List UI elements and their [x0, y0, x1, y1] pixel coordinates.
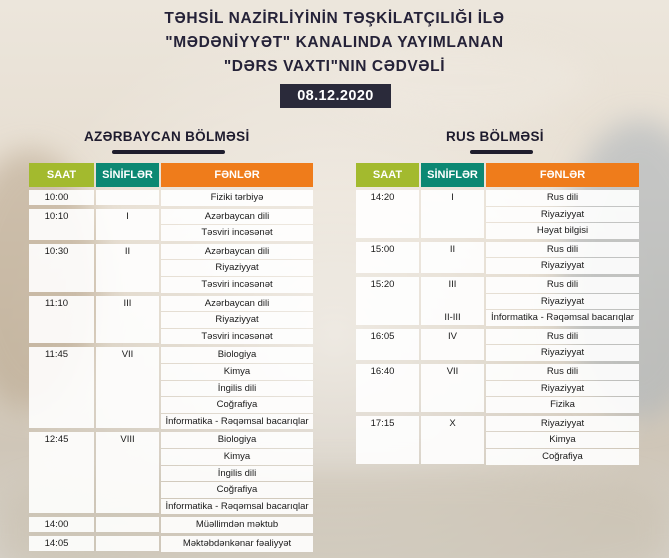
table-cell [96, 536, 159, 551]
subject-label: İnformatika - Rəqəmsal bacarıqlar [165, 500, 309, 512]
time-cell: 17:15 [370, 417, 395, 429]
time-cell: 11:10 [44, 297, 69, 309]
grade-cell: II [449, 243, 456, 255]
table-cell [96, 190, 159, 205]
title-line-1: TƏHSİL NAZİRLİYİNİN TƏŞKİLATÇILIĞI İLƏ [164, 10, 505, 27]
subject-label: Coğrafiya [216, 484, 258, 496]
time-cell: 11:45 [44, 349, 69, 361]
subject-label: Riyaziyyat [540, 260, 585, 272]
subject-label: Rus dili [546, 366, 579, 377]
subject-label: Rus dili [546, 330, 579, 342]
time-cell: 15:20 [370, 279, 395, 290]
grade-cell: IV [448, 330, 457, 342]
header-grades: SİNİFLƏR [421, 163, 484, 187]
grade-cell: I [126, 210, 129, 222]
time-cell: 10:30 [44, 245, 69, 257]
subject-label: Biologiya [217, 349, 257, 361]
subject-label: Riyaziyyat [215, 314, 259, 326]
az-section-underline [112, 150, 225, 154]
grade-cell: VIII [120, 434, 135, 446]
subject-label: Fiziki tərbiyə [210, 192, 264, 203]
time-cell: 15:00 [370, 243, 395, 255]
subject-label: İngilis dili [217, 467, 257, 479]
subject-label: Təsviri incəsənət [201, 330, 273, 342]
subject-label: İngilis dili [217, 382, 257, 394]
grade-cell: III [448, 279, 457, 290]
grade-cell: VII [446, 366, 459, 377]
time-cell: 10:10 [44, 210, 69, 222]
grade-cell: III [123, 297, 132, 309]
subject-label: Kimya [223, 451, 251, 462]
grade-cell: I [451, 192, 454, 203]
subject-label: Həyat bilgisi [536, 225, 589, 237]
subject-label: Təsviri incəsənət [201, 279, 273, 290]
grade-cell: II [124, 245, 131, 257]
subject-label: Riyaziyyat [540, 295, 585, 307]
subject-label: Riyaziyyat [215, 262, 259, 274]
subject-label: Kimya [223, 366, 251, 377]
subject-label: Riyaziyyat [540, 382, 585, 394]
header-subjects: FƏNLƏR [161, 163, 313, 187]
az-section-title: AZƏRBAYCAN BÖLMƏSİ [84, 129, 250, 144]
subject-label: Rus dili [546, 243, 579, 255]
time-cell: 10:00 [44, 192, 69, 203]
subject-label: Kimya [549, 434, 576, 446]
time-cell: 12:45 [44, 434, 69, 446]
subject-label: Azərbaycan dili [204, 210, 270, 222]
grade-cell: X [449, 417, 456, 429]
subject-label: İnformatika - Rəqəmsal bacarıqlar [165, 415, 309, 427]
subject-label: Müəllimdən məktub [195, 519, 279, 531]
time-cell: 14:20 [370, 192, 395, 203]
subject-label: Azərbaycan dili [204, 245, 270, 257]
rus-section-underline [470, 150, 533, 154]
table-cell [96, 517, 159, 532]
subject-label: Riyaziyyat [540, 417, 585, 429]
subject-label: Rus dili [546, 192, 579, 203]
subject-label: İnformatika - Rəqəmsal bacarıqlar [490, 312, 635, 324]
grade-cell: II-III [444, 312, 461, 324]
header-time: SAAT [29, 163, 94, 187]
date-badge: 08.12.2020 [280, 84, 391, 108]
time-cell: 14:05 [44, 538, 69, 549]
time-cell: 14:00 [44, 519, 69, 531]
subject-label: Biologiya [217, 434, 257, 446]
header-grades: SİNİFLƏR [96, 163, 159, 187]
time-cell: 16:05 [370, 330, 395, 342]
subject-label: Riyaziyyat [540, 208, 585, 220]
title-line-2: "MƏDƏNİYYƏT" KANALINDA YAYIMLANAN [165, 34, 504, 51]
time-cell: 16:40 [370, 366, 395, 377]
subject-label: Coğrafiya [216, 399, 258, 411]
subject-label: Azərbaycan dili [204, 297, 270, 309]
rus-section-title: RUS BÖLMƏSİ [446, 129, 544, 144]
subject-label: Rus dili [546, 279, 579, 290]
grade-cell: VII [121, 349, 134, 361]
subject-label: Məktəbdənkənar fəaliyyət [182, 538, 292, 549]
subject-label: Coğrafiya [542, 451, 583, 462]
header-time: SAAT [356, 163, 419, 187]
subject-label: Təsviri incəsənət [201, 227, 273, 239]
subject-label: Fizika [550, 399, 575, 411]
header-subjects: FƏNLƏR [486, 163, 639, 187]
subject-label: Riyaziyyat [540, 347, 585, 359]
title-line-3: "DƏRS VAXTI"NIN CƏDVƏLİ [223, 58, 446, 75]
